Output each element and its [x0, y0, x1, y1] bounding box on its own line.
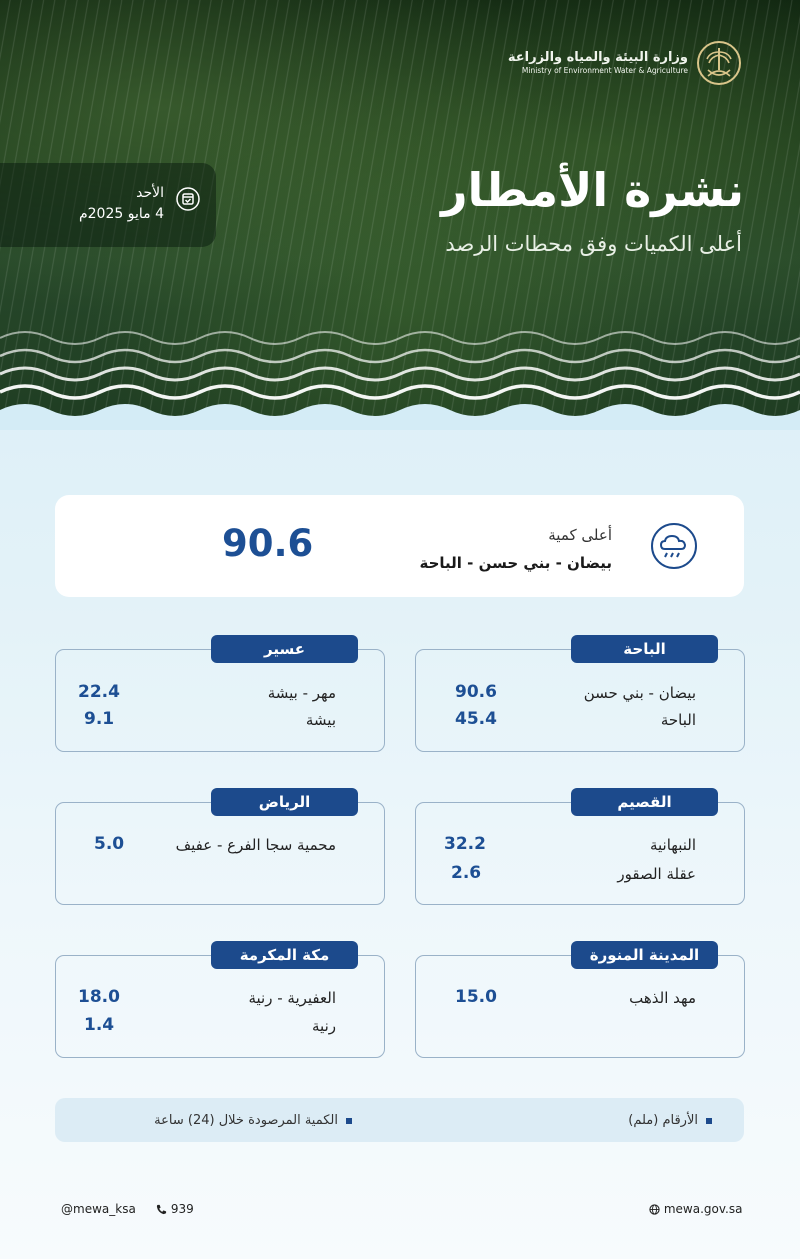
date-box: [0, 163, 216, 247]
wave-divider: [0, 318, 800, 430]
page-subtitle: أعلى الكميات وفق محطات الرصد: [445, 232, 742, 256]
region-tag-riyadh: الرياض: [211, 788, 358, 816]
station-name: مهد الذهب: [629, 989, 696, 1007]
hero-header: [0, 0, 800, 430]
calendar-icon: [176, 187, 200, 211]
station-value: 18.0: [78, 987, 120, 1007]
station-value: 5.0: [94, 834, 125, 854]
ministry-logo: [508, 40, 742, 86]
station-name: بيضان - بني حسن: [583, 684, 696, 702]
footer-phone[interactable]: [156, 1202, 194, 1216]
top-amount-value: 90.6: [222, 522, 314, 565]
day-label: الأحد: [136, 185, 164, 201]
globe-icon: [649, 1204, 660, 1215]
ministry-name-en: Ministry of Environment Water & Agriculture: [521, 66, 688, 75]
phone-text: 939: [170, 1202, 194, 1216]
region-tag-qassim: القصيم: [571, 788, 718, 816]
station-value: 90.6: [455, 682, 497, 702]
ministry-name-ar: وزارة البيئة والمياه والزراعة: [507, 50, 688, 65]
region-tag-asir: عسير: [211, 635, 358, 663]
station-value: 1.4: [84, 1015, 115, 1035]
station-value: 2.6: [451, 863, 482, 883]
station-name: العفيرية - رنية: [248, 989, 336, 1007]
region-tag-albaha: الباحة: [571, 635, 718, 663]
station-value: 15.0: [455, 987, 497, 1007]
palm-swords-emblem-icon: [696, 40, 742, 86]
station-name: رنية: [312, 1017, 336, 1035]
top-amount-card: [55, 495, 744, 597]
top-amount-location: بيضان - بني حسن - الباحة: [419, 554, 612, 572]
station-name: مهر - بيشة: [267, 684, 336, 702]
website-text: mewa.gov.sa: [663, 1202, 743, 1216]
legend-units-text: الأرقام (ملم): [628, 1113, 698, 1128]
region-tag-madinah: المدينة المنورة: [571, 941, 718, 969]
legend-bullet-icon: [346, 1118, 352, 1124]
station-name: عقلة الصقور: [617, 865, 696, 883]
legend-bullet-icon: [706, 1118, 712, 1124]
region-tag-makkah: مكة المكرمة: [211, 941, 358, 969]
station-value: 32.2: [444, 834, 486, 854]
footer-handle[interactable]: @mewa_ksa: [61, 1202, 136, 1216]
station-value: 22.4: [78, 682, 120, 702]
date-label: 4 مايو 2025م: [78, 206, 164, 222]
phone-icon: [156, 1204, 167, 1215]
rain-cloud-icon: [650, 522, 698, 570]
legend-units: [628, 1113, 712, 1128]
legend-period-text: الكمية المرصودة خلال (24) ساعة: [154, 1113, 338, 1128]
station-value: 9.1: [84, 709, 115, 729]
top-amount-label: أعلى كمية: [548, 526, 612, 544]
station-value: 45.4: [455, 709, 497, 729]
station-name: محمية سجا الفرع - عفيف: [175, 836, 336, 854]
legend-period: [154, 1113, 352, 1128]
page-title: نشرة الأمطار: [441, 163, 744, 217]
station-name: النبهانية: [649, 836, 696, 854]
station-name: بيشة: [305, 711, 336, 729]
footer-website[interactable]: [649, 1202, 742, 1216]
station-name: الباحة: [660, 711, 696, 729]
